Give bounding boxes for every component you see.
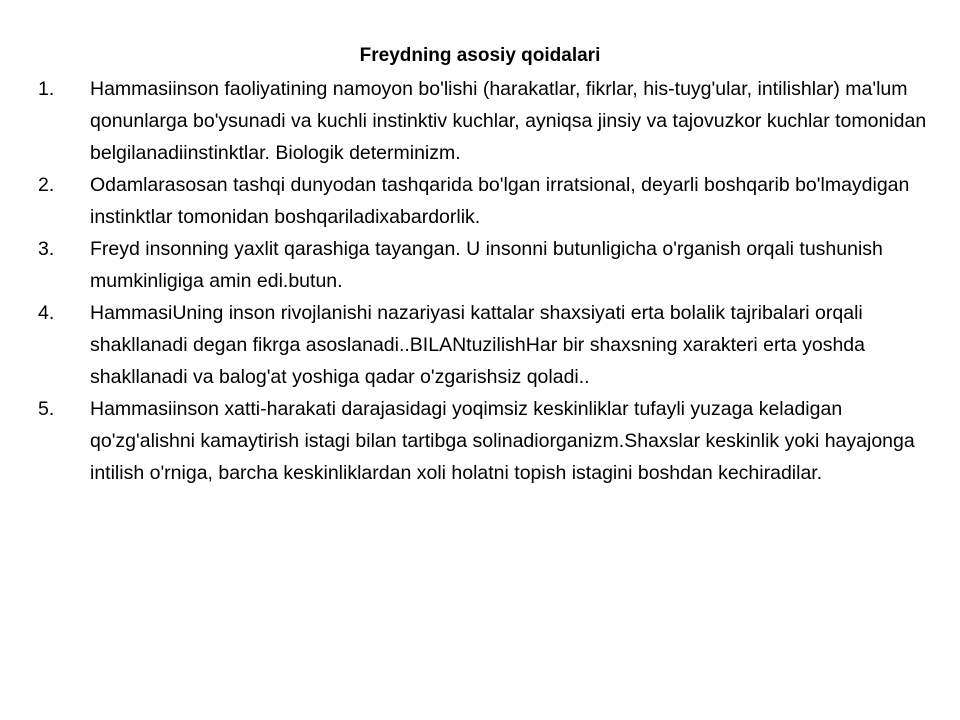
list-item bbox=[38, 73, 938, 169]
list-item-number: 4. bbox=[38, 302, 55, 324]
list-item-number: 5. bbox=[38, 398, 55, 420]
list-item-number: 1. bbox=[38, 78, 55, 100]
list-item-text: Freyd insonning yaxlit qarashiga tayangan. U insonni butunligicha o'rganish orqali tushunish mumkinligiga amin edi.butun. bbox=[90, 238, 883, 292]
list-item-number: 2. bbox=[38, 174, 55, 196]
list-item-text: Hammasiinson faoliyatining namoyon bo'lishi (harakatlar, fikrlar, his-tuyg'ular, intilishlar) ma'lum qonunlarga bo'ysunadi va kuchli instinktiv kuchlar, ayniqsa jinsiy va tajovuzkor kuchlar tomonidan belgilanadiinstinktlar. Biologik determinizm. bbox=[90, 78, 927, 164]
slide-title: Freydning asosiy qoidalari bbox=[359, 45, 601, 66]
list-item bbox=[38, 297, 938, 393]
list-item-text: Hammasiinson xatti-harakati darajasidagi yoqimsiz keskinliklar tufayli yuzaga keladigan qo'zg'alishni kamaytirish istagi bilan tartibga solinadiorganizm.Shaxslar keskinlik yoki hayajonga intilish o'rniga, barcha keskinliklardan xoli holatni topish istagini boshdan kechiradilar. bbox=[90, 398, 915, 484]
list-item bbox=[38, 393, 938, 489]
list-item bbox=[38, 169, 938, 233]
list-item bbox=[38, 233, 938, 297]
list-item-text: HammasiUning inson rivojlanishi nazariyasi kattalar shaxsiyati erta bolalik tajribalari orqali shakllanadi degan fikrga asoslanadi..BILANtuzilishHar bir shaxsning xarakteri erta yoshda shakllanadi va balog'at yoshiga qadar o'zgarishsiz qoladi.. bbox=[90, 302, 866, 388]
rules-list bbox=[38, 73, 938, 489]
list-item-text: Odamlarasosan tashqi dunyodan tashqarida bo'lgan irratsional, deyarli boshqarib bo'lmaydigan instinktlar tomonidan boshqariladixabardorlik. bbox=[90, 174, 910, 228]
list-item-number: 3. bbox=[38, 238, 55, 260]
